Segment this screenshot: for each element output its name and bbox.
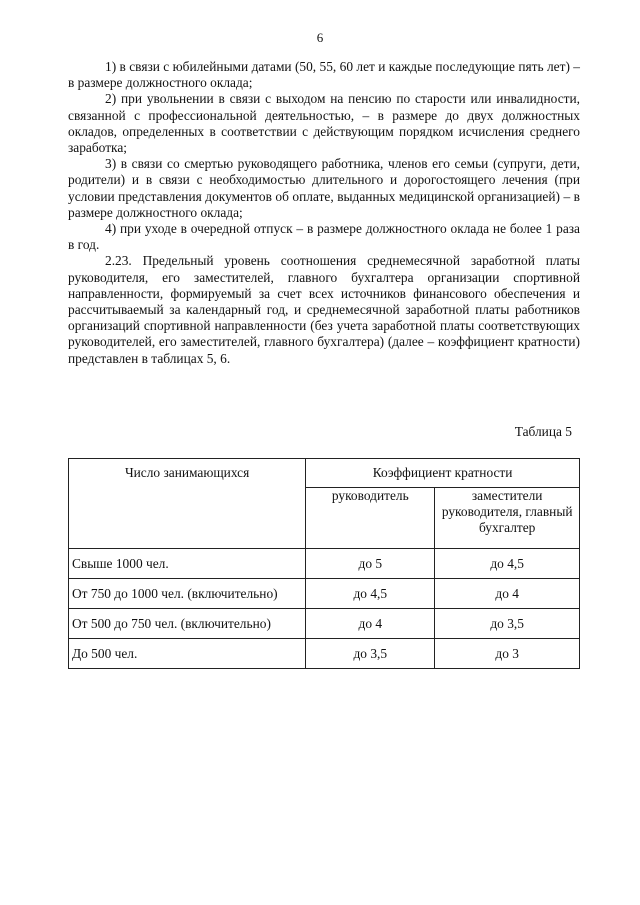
cell-head: до 5 (306, 549, 435, 579)
cell-head: до 3,5 (306, 639, 435, 669)
cell-deputy: до 3,5 (435, 609, 580, 639)
table-row (69, 579, 580, 609)
cell-deputy: до 4 (435, 579, 580, 609)
paragraph-2: 2) при увольнении в связи с выходом на пенсию по старости или инвалидности, связанной с профессиональной деятельностью, – в размере до двух должностных окладов, определенных в соответствии с действующим порядком исчисления среднего заработка; (68, 91, 580, 156)
paragraph-2-23: 2.23. Предельный уровень соотношения среднемесячной заработной платы руководителя, его заместителей, главного бухгалтера организации спортивной направленности, формируемый за счет всех источников финансового обеспечения и рассчитываемый за календарный год, и среднемесячной заработной платы работников организаций спортивной направленности (без учета заработной платы соответствующих руководителей, его заместителей, главного бухгалтера) (далее – коэффициент кратности) представлен в таблицах 5, 6. (68, 253, 580, 366)
page-number: 6 (316, 30, 324, 45)
cell-deputy: до 3 (435, 639, 580, 669)
cell-head: до 4 (306, 609, 435, 639)
header-deputy: заместители руководителя, главный бухгалтер (435, 488, 580, 549)
header-head: руководитель (306, 488, 435, 549)
table-row (69, 549, 580, 579)
table-row (69, 639, 580, 669)
table-caption: Таблица 5 (514, 424, 572, 439)
paragraph-1: 1) в связи с юбилейными датами (50, 55, 60 лет и каждые последующие пять лет) – в размере должностного оклада; (68, 59, 580, 91)
coefficient-table (68, 458, 580, 669)
cell-range: От 750 до 1000 чел. (включительно) (69, 579, 306, 609)
document-body (68, 59, 580, 367)
cell-range: Свыше 1000 чел. (69, 549, 306, 579)
paragraph-4: 4) при уходе в очередной отпуск – в размере должностного оклада не более 1 раза в год. (68, 221, 580, 253)
header-coefficient: Коэффициент кратности (306, 459, 580, 488)
cell-range: От 500 до 750 чел. (включительно) (69, 609, 306, 639)
cell-head: до 4,5 (306, 579, 435, 609)
paragraph-3: 3) в связи со смертью руководящего работника, членов его семьи (супруги, дети, родители) и в связи с необходимостью длительного и дорогостоящего лечения (при условии представления документов об оплате, выданных медицинской организацией) – в размере должностного оклада; (68, 156, 580, 220)
cell-range: До 500 чел. (69, 639, 306, 669)
cell-deputy: до 4,5 (435, 549, 580, 579)
table-row (69, 609, 580, 639)
header-participants: Число занимающихся (69, 459, 306, 549)
